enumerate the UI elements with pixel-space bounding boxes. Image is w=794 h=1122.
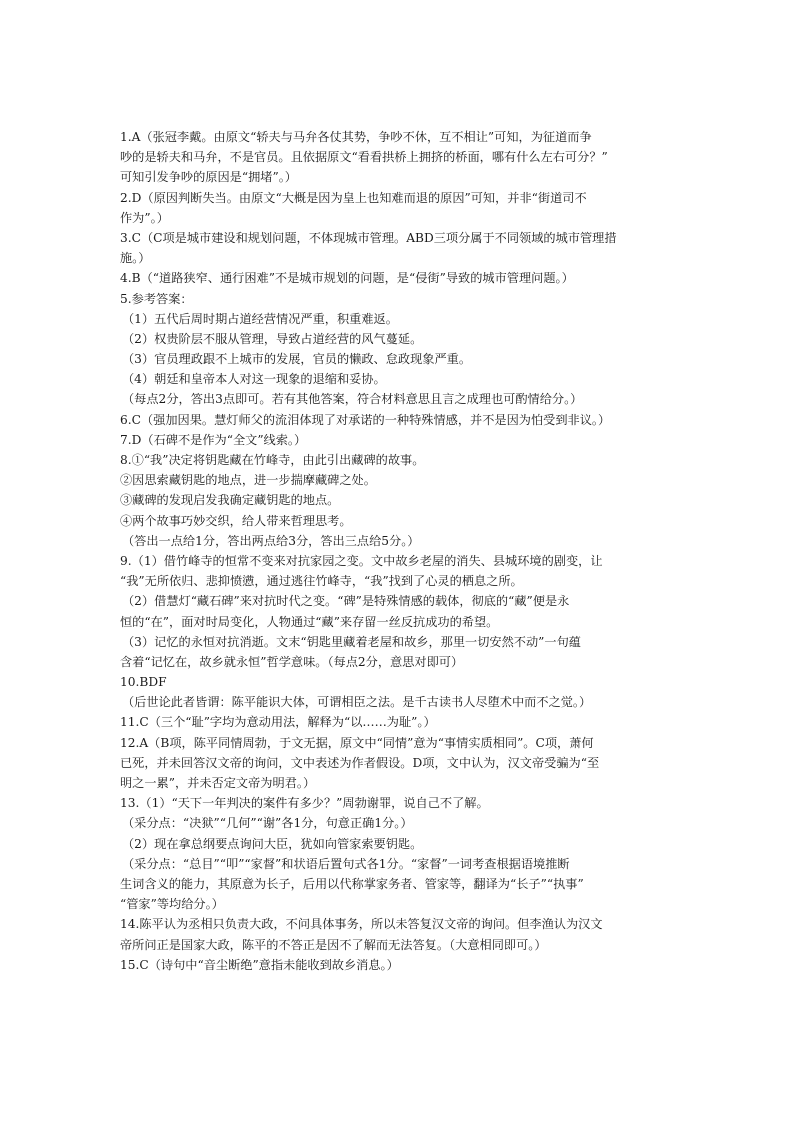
- text-line: 8.①“我”决定将钥匙藏在竹峰寺，由此引出藏碑的故事。: [120, 453, 425, 467]
- text-line: ②因思索藏钥匙的地点，进一步揣摩藏碑之处。: [120, 473, 376, 488]
- text-line: 12.A（B项，陈平同情周勃，于文无据，原文中“同情”意为“事情实质相同”。C项，萧何: [120, 735, 594, 750]
- text-line: （4）朝廷和皇帝本人对这一现象的退缩和妥协。: [122, 372, 386, 387]
- text-line: （每点2分，答出3点即可。若有其他答案，符合材料意思且言之成理也可酌情给分。）: [122, 392, 583, 407]
- text-line: 可知引发争吵的原因是“拥堵”。）: [120, 170, 297, 185]
- text-line: 1.A（张冠李戴。由原文“轿夫与马弁各仗其势，争吵不休，互不相让”可知，为征道而争: [120, 130, 592, 144]
- text-line: 13.（1）“天下一年判决的案件有多少？”周勃谢罪，说自己不了解。: [120, 796, 489, 811]
- text-line: ④两个故事巧妙交织，给人带来哲理思考。: [120, 513, 352, 528]
- text-line: 明之一累”，并未否定文帝为明君。）: [120, 776, 316, 790]
- text-line: 4.B（“道路狭窄、通行困难”不是城市规划的问题，是“侵街”导致的城市管理问题。）: [120, 271, 574, 286]
- text-line: ③藏碑的发现启发我确定藏钥匙的地点。: [120, 493, 340, 508]
- text-line: （2）现在拿总纲要点询问大臣，犹如向管家索要钥匙。: [122, 836, 423, 851]
- text-line: （采分点：“总目”“叩”“家督”和状语后置句式各1分。“家督”一词考查根据语境推断: [122, 856, 570, 871]
- text-line: 7.D（石碑不是作为“全文”线索。）: [120, 432, 307, 447]
- text-line: 作为”。）: [120, 210, 169, 225]
- text-line: （2）权贵阶层不服从管理，导致占道经营的风气蔓延。: [122, 331, 423, 346]
- text-line: 9.（1）借竹峰寺的恒常不变来对抗家园之变。文中故乡老屋的消失、县城环境的剧变，让: [120, 553, 603, 568]
- text-line: 帝所问正是国家大政，陈平的不答正是因不了解而无法答复。（大意相同即可。）: [120, 937, 547, 952]
- text-line: （3）官员理政跟不上城市的发展，官员的懒政、怠政现象严重。: [122, 352, 472, 367]
- text-line: 11.C（三个“耻”字均为意动用法，解释为“以……为耻”。）: [120, 715, 436, 730]
- text-line: 15.C（诗句中“音尘断绝”意指未能收到故乡消息。）: [120, 957, 399, 972]
- text-line: 恒的“在”，面对时局变化，人物通过“藏”来存留一丝反抗成功的希望。: [120, 614, 499, 629]
- answer-key-text: [120, 127, 680, 975]
- text-line: （答出一点给1分，答出两点给3分，答出三点给5分。）: [122, 533, 420, 548]
- text-line: 吵的是轿夫和马弁，不是官员。且依据原文“看看拱桥上拥挤的桥面，哪有什么左右可分？”: [120, 150, 608, 165]
- text-line: “我”无所依归、悲抑愤懑，通过逃往竹峰寺，“我”找到了心灵的栖息之所。: [120, 574, 523, 589]
- text-line: （3）记忆的永恒对抗消逝。文末“钥匙里藏着老屋和故乡，那里一切安然不动”一句蕴: [122, 634, 581, 649]
- text-line: 生词含义的能力，其原意为长子，后用以代称掌家务者、管家等，翻译为“长子”“执事”: [120, 876, 584, 891]
- text-line: （2）借慧灯“藏石碑”来对抗时代之变。“碑”是特殊情感的载体，彻底的“藏”便是永: [122, 594, 570, 609]
- text-line: 含着“记忆在，故乡就永恒”哲学意味。（每点2分，意思对即可）: [120, 654, 464, 669]
- text-line: （采分点：“决狱”“几何”“谢”各1分，句意正确1分。）: [122, 816, 413, 831]
- text-line: 3.C（C项是城市建设和规划问题，不体现城市管理。ABD三项分属于不同领域的城市管理措: [120, 230, 617, 245]
- text-line: （1）五代后周时期占道经营情况严重，积重难返。: [122, 311, 398, 326]
- text-line: “管家”等均给分。）: [120, 897, 224, 912]
- text-line: 施。）: [120, 251, 151, 266]
- text-line: 6.C（强加因果。慧灯师父的流泪体现了对承诺的一种特殊情感，并不是因为怕受到非议。）: [120, 412, 611, 427]
- text-line: 14.陈平认为丞相只负责大政，不问具体事务，所以未答复汉文帝的询问。但李渔认为汉文: [120, 917, 603, 932]
- text-line: 10.BDF: [120, 675, 167, 690]
- text-line: 已死，并未回答汉文帝的询问，文中表述为作者假设。D项，文中认为，汉文帝受骗为“至: [120, 755, 600, 770]
- text-line: （后世论此者皆谓：陈平能识大体，可谓相臣之法。是千古读书人尽堕术中而不之觉。）: [122, 695, 592, 710]
- text-line: 2.D（原因判断失当。由原文“大概是因为皇上也知难而退的原因”可知，并非“街道司不: [120, 190, 587, 205]
- text-line: 5.参考答案：: [120, 291, 193, 306]
